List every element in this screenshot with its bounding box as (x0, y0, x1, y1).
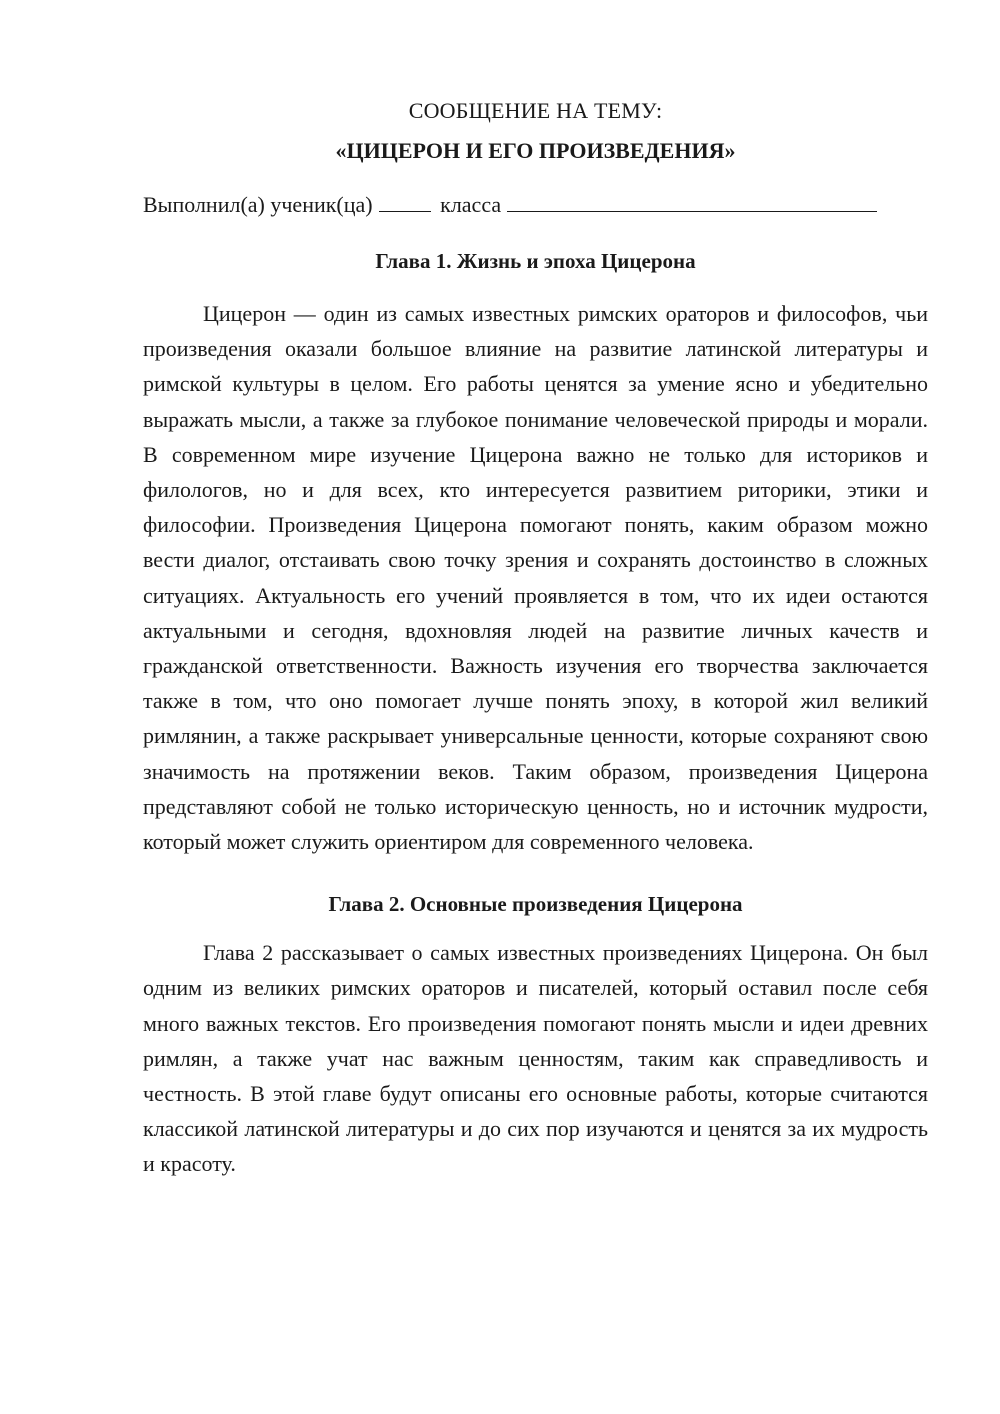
document-content (143, 94, 928, 1182)
chapter-2-heading: Глава 2. Основные произведения Цицерона (328, 892, 743, 917)
document-subtitle: «ЦИЦЕРОН И ЕГО ПРОИЗВЕДЕНИЯ» (335, 138, 736, 163)
name-blank (507, 191, 877, 212)
grade-blank (379, 191, 431, 212)
chapter-1-heading: Глава 1. Жизнь и эпоха Цицерона (375, 249, 696, 273)
author-line (143, 188, 928, 222)
chapter-2-paragraph: Глава 2 рассказывает о самых известных произведениях Цицерона. Он был одним из великих римских ораторов и писателей, который оставил после себя много важных текстов. Его произведения помогают понять мысли и идеи древних римлян, а также учат нас важным ценностям, таким как справедливость и честность. В этой главе будут описаны его основные работы, которые считаются классикой латинской литературы и до сих пор изучаются и ценятся за их мудрость и красоту. (143, 940, 928, 1177)
author-prefix: Выполнил(а) ученик(ца) (143, 192, 373, 217)
document-title: СООБЩЕНИЕ НА ТЕМУ: (408, 98, 663, 123)
chapter-1-paragraph: Цицерон — один из самых известных римских ораторов и философов, чьи произведения оказали большое влияние на развитие латинской литературы и римской культуры в целом. Его работы ценятся за умение ясно и убедительно выражать мысли, а также за глубокое понимание человеческой природы и морали. В современном мире изучение Цицерона важно не только для историков и филологов, но и для всех, кто интересуется развитием риторики, этики и философии. Произведения Цицерона помогают понять, каким образом можно вести диалог, отстаивать свою точку зрения и сохранять достоинство в сложных ситуациях. Актуальность его учений проявляется в том, что их идеи остаются актуальными и сегодня, вдохновляя людей на развитие личных качеств и гражданской ответственности. Важность изучения его творчества заключается также в том, что оно помогает лучше понять эпоху, в которой жил великий римлянин, а также раскрывает универсальные ценности, которые сохраняют свою значимость на протяжении веков. Таким образом, произведения Цицерона представляют собой не только историческую ценность, но и источник мудрости, который может служить ориентиром для современного человека. (143, 301, 928, 855)
class-label: класса (440, 192, 502, 217)
